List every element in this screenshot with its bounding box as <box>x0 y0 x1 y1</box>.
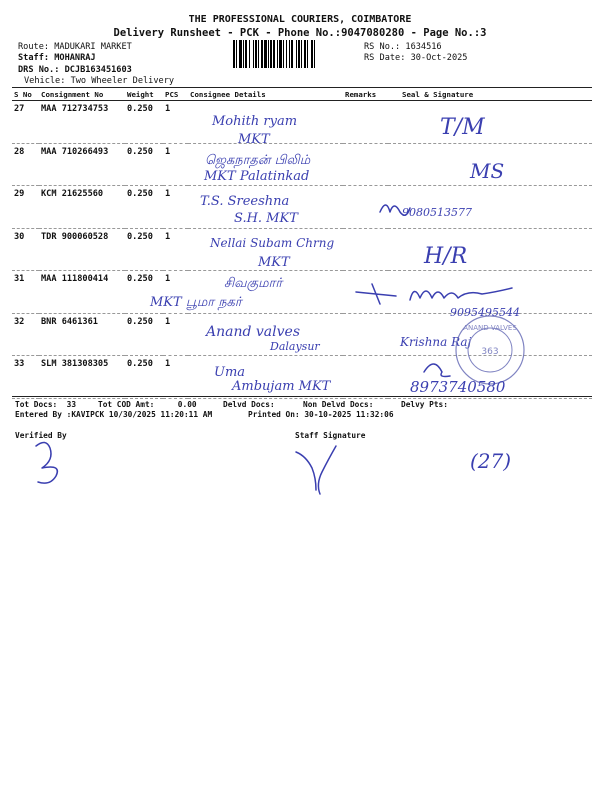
cell-weight: 0.250 <box>125 101 163 144</box>
handwritten-consignee: Anand valves <box>206 324 301 340</box>
cell-pcs: 1 <box>163 101 188 144</box>
handwritten-consignee: S.H. MKT <box>234 211 298 226</box>
tot-cod-amt: Tot COD Amt: 0.00 <box>98 400 197 409</box>
cell-pcs: 1 <box>163 228 188 271</box>
cell-sno: 27 <box>12 101 39 144</box>
delvd-docs: Delvd Docs: <box>223 400 275 409</box>
non-delvd-docs: Non Delvd Docs: <box>303 400 374 409</box>
stamp-text: ANAND VALVES <box>463 324 517 332</box>
col-pcs: PCS <box>163 88 188 101</box>
printed-on: Printed On: 30-10-2025 11:32:06 <box>248 410 394 419</box>
company-title: THE PROFESSIONAL COURIERS, COIMBATORE <box>188 14 412 25</box>
col-consignee: Consignee Details <box>188 88 343 101</box>
cell-sno: 31 <box>12 271 39 314</box>
cell-sno: 29 <box>12 186 39 229</box>
signature-scribble <box>424 364 450 377</box>
col-consignment: Consignment No <box>39 88 125 101</box>
cell-sno: 30 <box>12 228 39 271</box>
cell-consignment: MAA 111800414 <box>39 271 125 314</box>
cell-weight: 0.250 <box>125 271 163 314</box>
handwritten-signature: H/R <box>424 244 468 269</box>
staff-label: Staff: MOHANRAJ <box>18 53 96 63</box>
cell-weight: 0.250 <box>125 228 163 271</box>
rs-date-label: RS Date: 30-Oct-2025 <box>364 53 468 63</box>
staff-signature-mark <box>296 446 336 494</box>
signature-scribble <box>410 288 512 300</box>
cell-sno: 28 <box>12 143 39 186</box>
cell-pcs: 1 <box>163 271 188 314</box>
cell-consignment: BNR 6461361 <box>39 313 125 356</box>
entered-by: Entered By :KAVIPCK 10/30/2025 11:20:11 AM <box>15 410 213 419</box>
handwritten-signature: Krishna Raj <box>400 335 472 349</box>
cell-consignment: KCM 21625560 <box>39 186 125 229</box>
handwritten-consignee: ஜெகநாதன் பிலிம் <box>205 153 311 168</box>
rs-no-label: RS No.: 1634516 <box>364 42 442 52</box>
handwritten-consignee: MKT பூமா நகர் <box>150 295 242 310</box>
handwritten-phone: 9080513577 <box>402 206 472 219</box>
cell-consignment: MAA 712734753 <box>39 101 125 144</box>
staff-signature-label: Staff Signature <box>295 431 366 440</box>
col-seal-signature: Seal & Signature <box>388 88 592 101</box>
handwritten-consignee: MKT <box>238 132 270 147</box>
cell-weight: 0.250 <box>125 313 163 356</box>
handwritten-consignee: சிவகுமார் <box>224 276 283 291</box>
cell-weight: 0.250 <box>125 143 163 186</box>
handwritten-consignee: T.S. Sreeshna <box>200 194 290 209</box>
cell-pcs: 1 <box>163 143 188 186</box>
drs-label: DRS No.: DCJB163451603 <box>18 65 132 75</box>
cell-consignment: SLM 381308305 <box>39 356 125 399</box>
route-label: Route: MADUKARI MARKET <box>18 42 132 52</box>
handwritten-consignee: Mohith ryam <box>212 114 298 129</box>
tot-docs: Tot Docs: 33 <box>15 400 77 409</box>
cell-weight: 0.250 <box>125 186 163 229</box>
handwritten-signature: MS <box>470 159 505 183</box>
cell-pcs: 1 <box>163 356 188 399</box>
verified-by-label: Verified By <box>15 431 67 440</box>
col-sno: S No <box>12 88 39 101</box>
handwritten-phone: 8973740580 <box>410 378 506 396</box>
cell-sno: 33 <box>12 356 39 399</box>
cell-pcs: 1 <box>163 186 188 229</box>
col-weight: Weight <box>125 88 163 101</box>
handwritten-consignee: Nellai Subam Chrng <box>210 236 335 250</box>
cell-pcs: 1 <box>163 313 188 356</box>
handwritten-phone: 9095495544 <box>450 306 520 319</box>
vehicle-label: Vehicle: Two Wheeler Delivery <box>24 76 175 86</box>
delvy-pts: Delvy Pts: <box>401 400 448 409</box>
cell-consignment: MAA 710266493 <box>39 143 125 186</box>
handwritten-consignee: MKT <box>258 255 290 270</box>
handwritten-consignee: Ambujam MKT <box>232 379 331 394</box>
handwritten-consignee: Dalaysur <box>270 340 320 353</box>
seal-stamp <box>456 316 524 384</box>
handwritten-consignee: Uma <box>214 365 246 380</box>
handwritten-initials: (27) <box>470 449 512 473</box>
handwritten-consignee: MKT Palatinkad <box>204 169 310 184</box>
cell-sno: 32 <box>12 313 39 356</box>
verified-signature <box>36 442 57 483</box>
cell-weight: 0.250 <box>125 356 163 399</box>
cell-consignment: TDR 900060528 <box>39 228 125 271</box>
runsheet-subtitle: Delivery Runsheet - PCK - Phone No.:9047080280 - Page No.:3 <box>113 27 487 39</box>
col-remarks: Remarks <box>343 88 388 101</box>
handwritten-signature: T/M <box>440 115 485 140</box>
stamp-number: 363 <box>481 347 499 357</box>
signature-scribble <box>356 284 396 304</box>
